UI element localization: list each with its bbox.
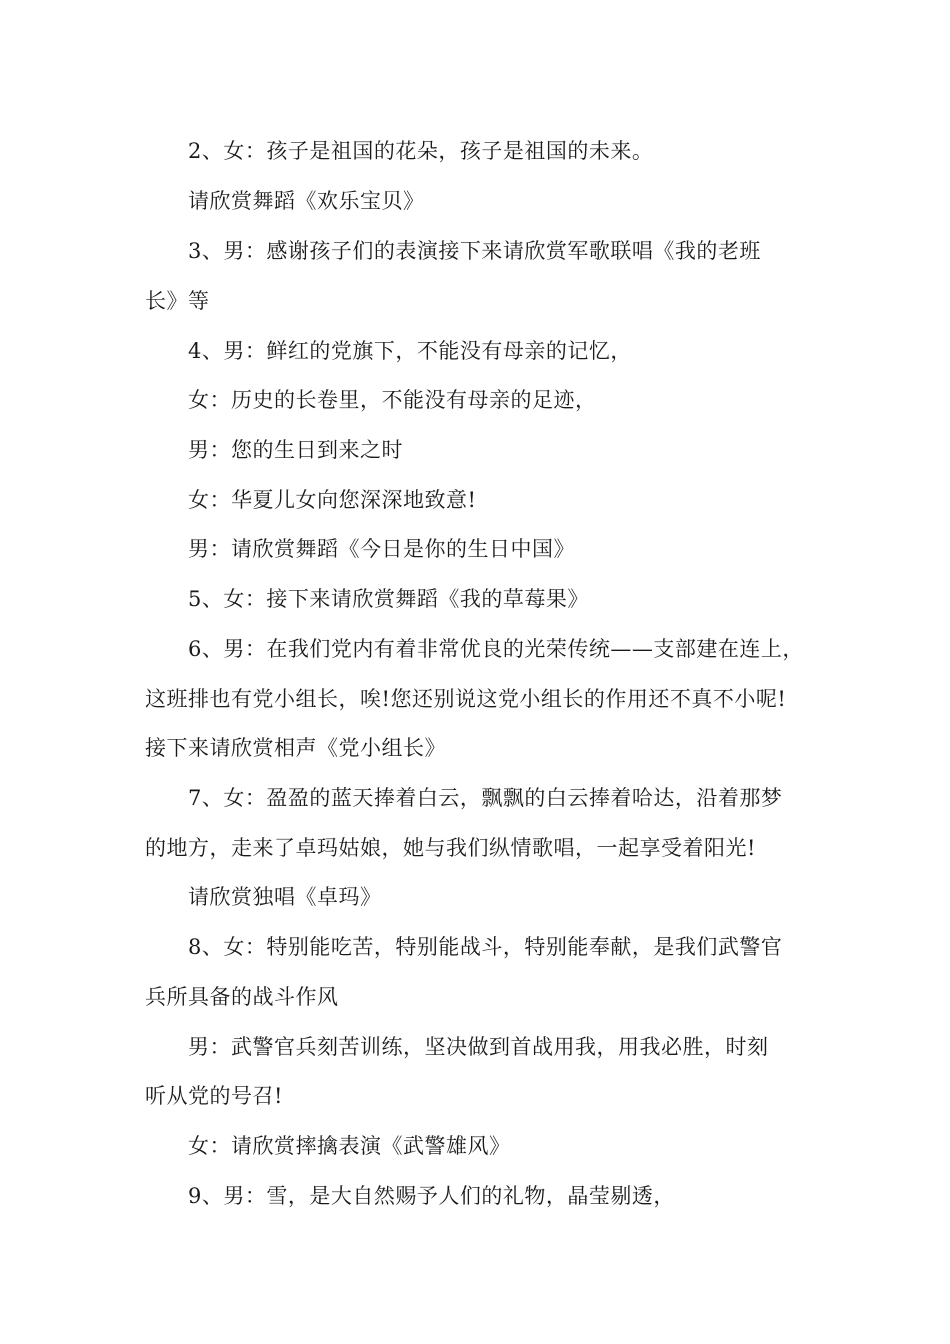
- text-line: 7、女：盈盈的蓝天捧着白云，飘飘的白云捧着哈达，沿着那梦: [188, 786, 783, 810]
- text-line: 5、女：接下来请欣赏舞蹈《我的草莓果》: [188, 587, 589, 611]
- text-line: 的地方，走来了卓玛姑娘，她与我们纵情歌唱，一起享受着阳光!: [145, 836, 756, 860]
- text-line: 女：请欣赏摔擒表演《武警雄风》: [188, 1134, 511, 1158]
- text-line: 3、男：感谢孩子们的表演接下来请欣赏军歌联唱《我的老班: [188, 239, 761, 263]
- text-line: 男：请欣赏舞蹈《今日是你的生日中国》: [188, 537, 575, 561]
- text-line: 9、男：雪，是大自然赐予人们的礼物，晶莹剔透，: [188, 1184, 675, 1208]
- text-line: 女：华夏儿女向您深深地致意!: [188, 488, 477, 512]
- text-line: 这班排也有党小组长，唉!您还别说这党小组长的作用还不真不小呢!: [145, 687, 787, 711]
- text-line: 8、女：特别能吃苦，特别能战斗，特别能奉献，是我们武警官: [188, 935, 783, 959]
- text-line: 接下来请欣赏相声《党小组长》: [145, 736, 446, 760]
- text-line: 6、男：在我们党内有着非常优良的光荣传统——支部建在连上，: [188, 637, 804, 661]
- text-line: 听从党的号召!: [145, 1084, 283, 1108]
- text-line: 4、男：鲜红的党旗下，不能没有母亲的记忆，: [188, 339, 632, 363]
- text-line: 女：历史的长卷里，不能没有母亲的足迹，: [188, 388, 597, 412]
- text-line: 2、女：孩子是祖国的花朵，孩子是祖国的未来。: [188, 139, 654, 163]
- text-line: 请欣赏舞蹈《欢乐宝贝》: [188, 189, 425, 213]
- text-line: 长》等: [145, 289, 210, 313]
- text-line: 兵所具备的战斗作风: [145, 985, 339, 1009]
- text-line: 男：您的生日到来之时: [188, 438, 403, 462]
- text-line: 请欣赏独唱《卓玛》: [188, 885, 382, 909]
- text-line: 男：武警官兵刻苦训练，坚决做到首战用我，用我必胜，时刻: [188, 1035, 769, 1059]
